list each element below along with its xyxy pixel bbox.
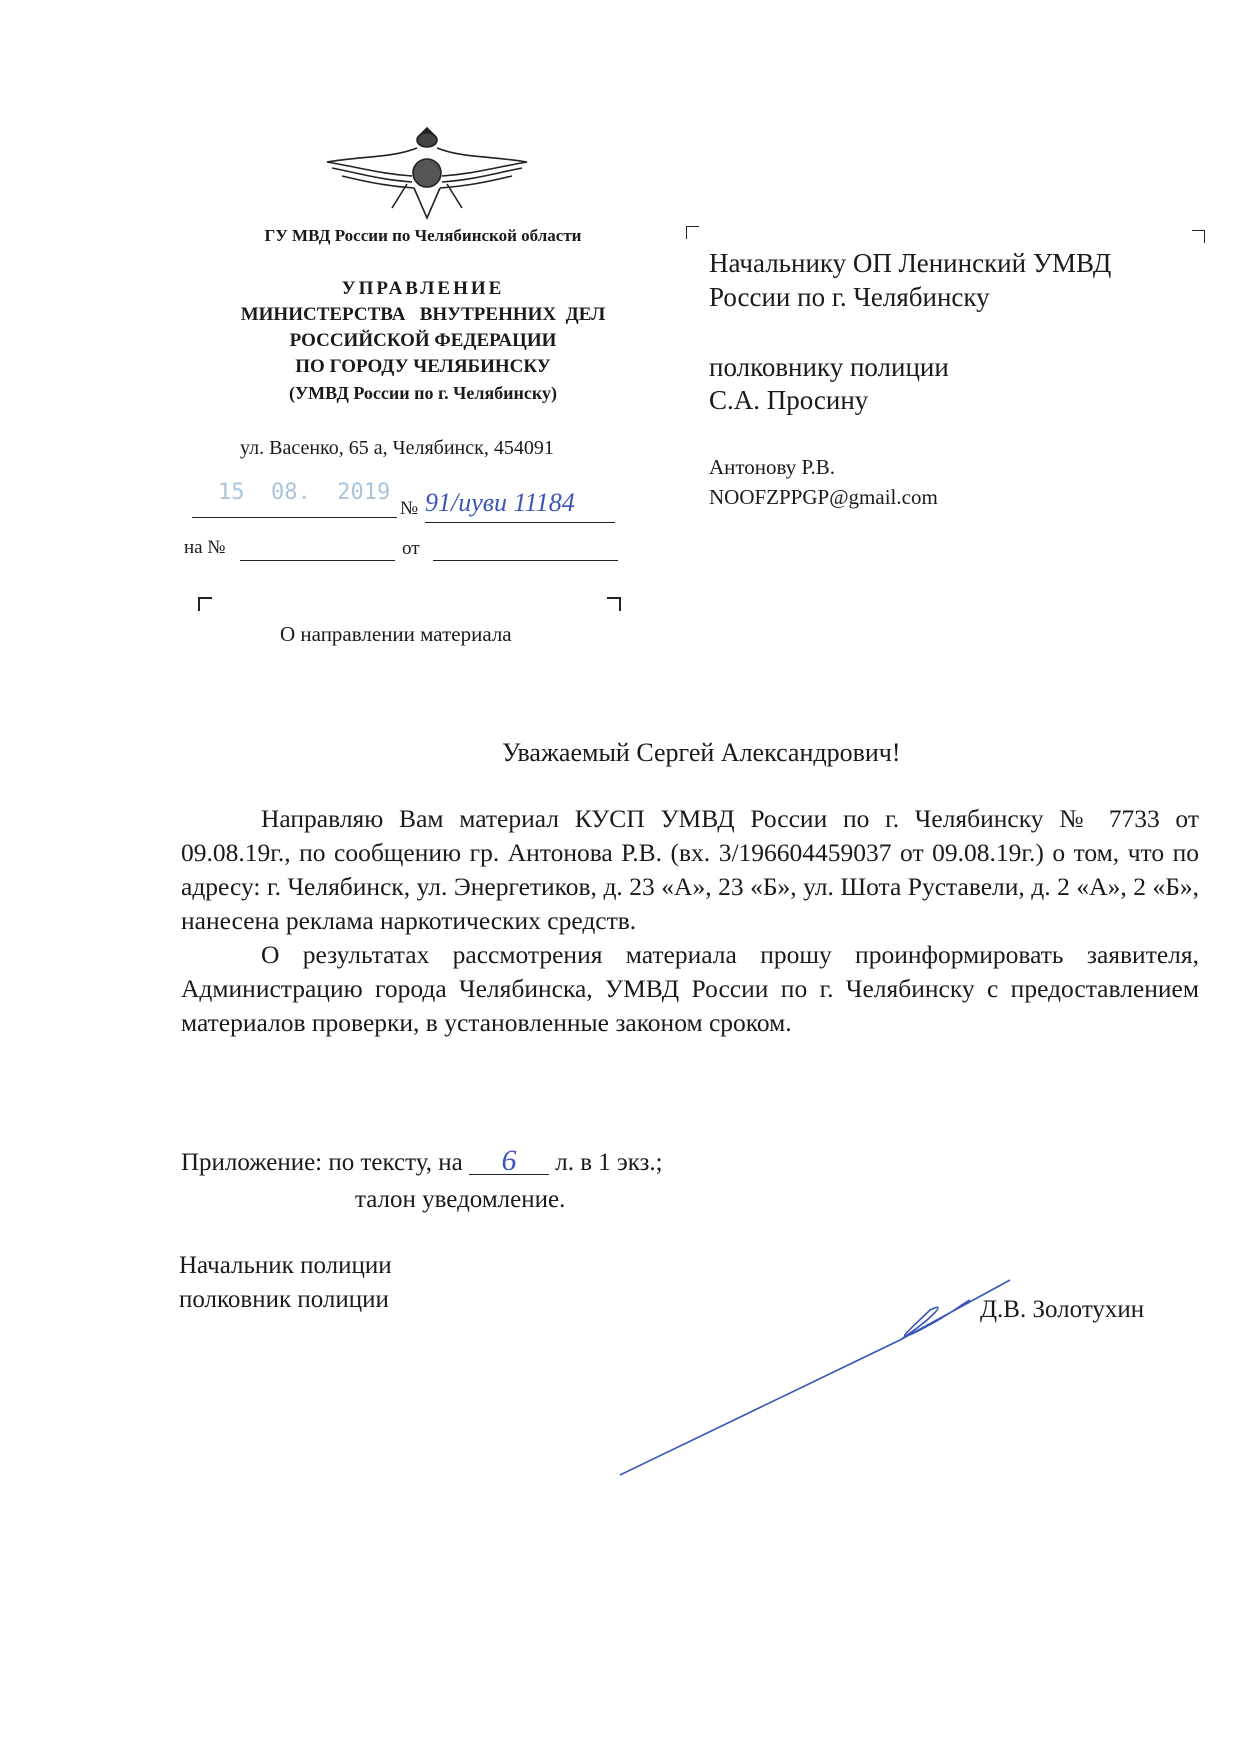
corner-mark [1192, 230, 1205, 243]
attachment-line [181, 1144, 663, 1177]
ref-line [240, 560, 395, 561]
recipient-rank: полковнику полиции [709, 352, 949, 382]
signer-name: Д.В. Золотухин [980, 1296, 1145, 1323]
letter-body [181, 802, 1199, 1040]
recipient-line: Начальнику ОП Ленинский УМВД [709, 248, 1112, 278]
attachment-pages: 6 [469, 1148, 549, 1175]
recipient-name: С.А. Просину [709, 385, 869, 415]
salutation: Уважаемый Сергей Александрович! [502, 738, 901, 767]
signer-title: Начальник полиции [179, 1252, 392, 1279]
parent-org: ГУ МВД России по Челябинской области [264, 226, 582, 245]
from-line [433, 560, 618, 561]
org-line: МИНИСТЕРСТВА ВНУТРЕННИХ ДЕЛ [240, 304, 606, 325]
number-line [425, 522, 615, 523]
cc-name: Антонову Р.В. [709, 455, 836, 479]
org-line: (УМВД России по г. Челябинску) [288, 383, 558, 403]
from-label: от [402, 538, 420, 559]
corner-mark [198, 597, 212, 611]
date-line [192, 517, 397, 518]
attachment-line2: талон уведомление. [355, 1186, 566, 1213]
mvd-emblem [322, 118, 532, 223]
ref-label: на № [184, 537, 226, 558]
subject: О направлении материала [280, 622, 512, 646]
recipient-line: России по г. Челябинску [709, 282, 990, 312]
org-line: УПРАВЛЕНИЕ [341, 278, 505, 299]
paragraph: О результатах рассмотрения материала прошу проинформировать заявителя, Администрацию города Челябинска, УМВД России по г. Челябинску с предоставлением материалов проверки, в установленные законом сроком. [181, 940, 1199, 1037]
handwritten-signature [600, 1260, 1020, 1485]
date-stamp: 15 08. 2019 [218, 480, 391, 505]
signer-title: полковник полиции [179, 1286, 389, 1313]
paragraph: Направляю Вам материал КУСП УМВД России по г. Челябинску № 7733 от 09.08.19г., по сообщению гр. Антонова Р.В. (вх. 3/196604459037 от 09.08.19г.) о том, что по адресу: г. Челябинск, ул. Энергетиков, д. 23 «А», 23 «Б», ул. Шота Руставели, д. 2 «А», 2 «Б», нанесена реклама наркотических средств. [181, 804, 1199, 935]
cc-email: NOOFZPPGP@gmail.com [709, 485, 938, 509]
org-address: ул. Васенко, 65 а, Челябинск, 454091 [240, 437, 554, 459]
attachment-prefix: Приложение: по тексту, на [181, 1149, 463, 1176]
outgoing-number: 91/иуви 11184 [425, 488, 575, 517]
org-line: РОССИЙСКОЙ ФЕДЕРАЦИИ [289, 330, 557, 351]
corner-mark [686, 226, 699, 239]
org-line: ПО ГОРОДУ ЧЕЛЯБИНСКУ [295, 356, 551, 377]
attachment-suffix: л. в 1 экз.; [555, 1149, 663, 1176]
number-label: № [400, 498, 419, 519]
corner-mark [607, 597, 621, 611]
